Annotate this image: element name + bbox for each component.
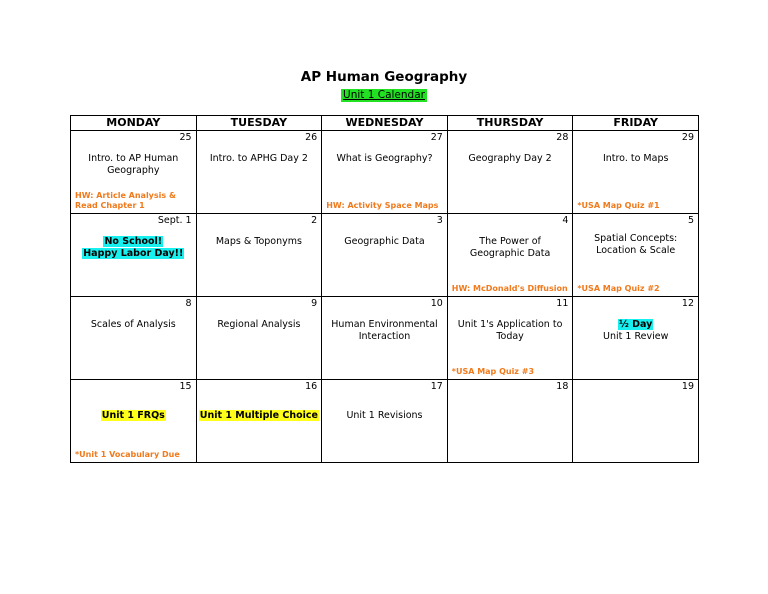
day-number: 18	[556, 381, 569, 392]
event-line	[73, 248, 194, 260]
weekday-header-tuesday: TUESDAY	[196, 116, 322, 131]
homework-line: *USA Map Quiz #1	[577, 201, 660, 210]
event-line: Human Environmental	[331, 319, 438, 330]
homework-line: HW: Article Analysis &	[75, 191, 176, 200]
day-event	[73, 236, 194, 260]
day-cell	[447, 214, 573, 297]
day-number: 19	[681, 381, 694, 392]
day-event	[199, 319, 320, 331]
day-number: 9	[311, 298, 318, 309]
day-number: 16	[305, 381, 318, 392]
weekday-header-wednesday: WEDNESDAY	[322, 116, 448, 131]
week-row	[71, 214, 699, 297]
week-row	[71, 131, 699, 214]
day-cell	[447, 380, 573, 463]
day-number: 2	[311, 215, 318, 226]
day-number: 12	[681, 298, 694, 309]
highlighted-event-text: ½ Day	[619, 319, 653, 330]
event-line	[575, 319, 696, 331]
highlighted-event-text: No School!	[104, 236, 163, 247]
day-event	[73, 319, 194, 331]
day-number: 26	[305, 132, 318, 143]
day-number: 3	[436, 215, 443, 226]
day-event	[324, 153, 445, 165]
homework-note	[452, 284, 571, 294]
page-title: AP Human Geography	[300, 69, 468, 85]
day-number: 15	[179, 381, 192, 392]
day-cell	[573, 380, 699, 463]
event-line: Unit 1 Revisions	[346, 410, 423, 421]
day-number: 4	[562, 215, 569, 226]
homework-line: *USA Map Quiz #3	[451, 367, 535, 376]
homework-note	[577, 201, 696, 211]
day-cell	[196, 380, 322, 463]
event-line	[199, 410, 320, 422]
day-number: 29	[681, 132, 694, 143]
event-line	[73, 236, 194, 248]
highlighted-event-text: Unit 1 Multiple Choice	[199, 410, 318, 421]
event-line: Scales of Analysis	[90, 319, 176, 330]
weekday-header-thursday: THURSDAY	[447, 116, 573, 131]
homework-note	[452, 367, 571, 377]
event-line: Today	[496, 331, 524, 342]
day-event	[324, 319, 445, 343]
day-event	[450, 319, 571, 343]
day-cell	[71, 131, 197, 214]
day-event	[199, 236, 320, 248]
event-line: Regional Analysis	[217, 319, 301, 330]
day-cell	[447, 297, 573, 380]
event-line: Interaction	[358, 331, 411, 342]
event-line: Unit 1's Application to	[457, 319, 563, 330]
weekday-header-friday: FRIDAY	[573, 116, 699, 131]
week-row	[71, 297, 699, 380]
day-number: 28	[556, 132, 569, 143]
event-line: Intro. to AP Human	[88, 153, 179, 164]
homework-line: Read Chapter 1	[75, 201, 145, 210]
day-number: 8	[185, 298, 192, 309]
event-line: Intro. to APHG Day 2	[209, 153, 308, 164]
homework-note	[577, 284, 696, 294]
weekday-header-monday: MONDAY	[71, 116, 197, 131]
day-number: 25	[179, 132, 192, 143]
day-cell	[447, 131, 573, 214]
unit-calendar-table	[70, 115, 699, 463]
homework-line: HW: Activity Space Maps	[326, 201, 439, 210]
day-event	[199, 153, 320, 165]
event-line: What is Geography?	[336, 153, 433, 164]
homework-line: HW: McDonald's Diffusion	[451, 284, 568, 293]
event-line: Geographic Data	[469, 248, 551, 259]
day-event	[324, 236, 445, 248]
day-cell	[196, 131, 322, 214]
event-line: Maps & Toponyms	[215, 236, 302, 247]
event-line: Location & Scale	[596, 245, 676, 256]
day-event	[324, 410, 445, 422]
calendar-subtitle: Unit 1 Calendar	[343, 89, 425, 101]
day-cell	[573, 297, 699, 380]
day-cell	[196, 297, 322, 380]
weekday-header-row	[71, 116, 699, 131]
homework-line: *USA Map Quiz #2	[577, 284, 660, 293]
event-line: Geography	[107, 165, 160, 176]
day-number: Sept. 1	[157, 215, 192, 226]
homework-note	[326, 201, 445, 211]
event-line: Geography Day 2	[468, 153, 552, 164]
day-event	[575, 153, 696, 165]
day-cell	[322, 131, 448, 214]
subtitle-container	[0, 86, 768, 102]
day-event	[73, 153, 194, 177]
calendar-body	[71, 131, 699, 463]
event-line	[73, 410, 194, 422]
day-number: 27	[430, 132, 443, 143]
day-cell	[71, 297, 197, 380]
day-cell	[573, 214, 699, 297]
day-cell	[322, 297, 448, 380]
day-cell	[322, 380, 448, 463]
day-number: 11	[556, 298, 569, 309]
day-event	[450, 236, 571, 260]
day-event	[575, 233, 696, 257]
day-number: 17	[430, 381, 443, 392]
day-cell	[71, 214, 197, 297]
week-row	[71, 380, 699, 463]
day-number: 10	[430, 298, 443, 309]
day-number: 5	[687, 215, 694, 226]
homework-note	[75, 191, 194, 211]
event-line: Intro. to Maps	[602, 153, 669, 164]
day-cell	[573, 131, 699, 214]
homework-note	[75, 450, 194, 460]
event-line: The Power of	[479, 236, 541, 247]
highlighted-event-text: Unit 1 FRQs	[101, 410, 165, 421]
highlighted-event-text: Happy Labor Day!!	[83, 248, 184, 259]
homework-line: *Unit 1 Vocabulary Due	[75, 450, 180, 459]
day-cell	[322, 214, 448, 297]
day-cell	[71, 380, 197, 463]
day-cell	[196, 214, 322, 297]
day-event	[450, 153, 571, 165]
event-line: Unit 1 Review	[603, 331, 669, 342]
event-line: Spatial Concepts:	[594, 233, 678, 244]
event-line: Geographic Data	[344, 236, 425, 247]
day-event	[575, 319, 696, 343]
day-event	[73, 410, 194, 422]
day-event	[199, 410, 320, 422]
